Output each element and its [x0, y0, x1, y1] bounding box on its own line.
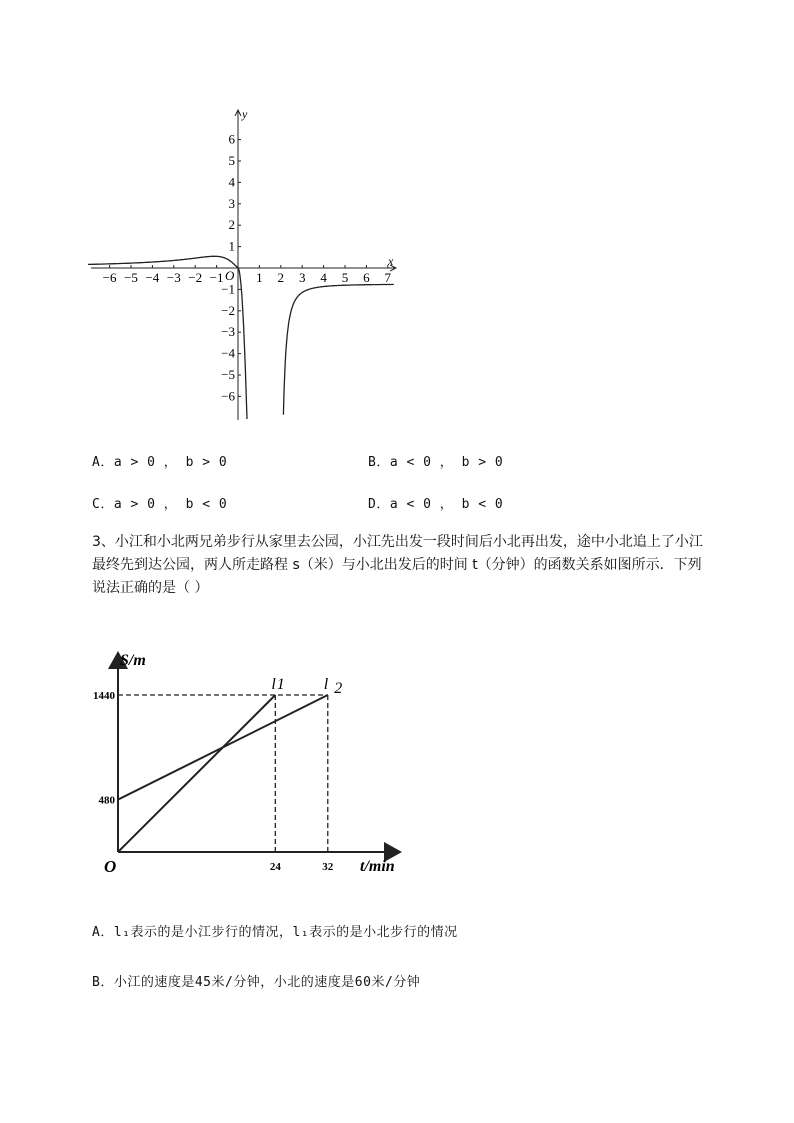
tick-labels: [93, 690, 334, 873]
q2-option-c[interactable]: [92, 493, 227, 512]
x-tick-label: −1: [209, 270, 224, 285]
option-text: 小江的速度是45米/分钟，小北的速度是60米/分钟: [113, 975, 421, 990]
series-line-l1: [118, 695, 275, 852]
option-text: l₁表示的是小江步行的情况，l₁表示的是小北步行的情况: [113, 925, 458, 940]
x-tick-label: 24: [269, 861, 281, 873]
y-tick-label: 5: [228, 153, 235, 168]
y-tick-label: 3: [228, 195, 235, 211]
option-text: a < 0 ， b < 0: [389, 497, 504, 512]
q2-option-a[interactable]: [92, 451, 227, 470]
q3-option-a[interactable]: [92, 921, 458, 940]
s-axis-label: S/m: [120, 652, 146, 669]
x-tick-label: 2: [277, 270, 285, 285]
x-tick-label: 7: [384, 270, 392, 285]
option-letter: B．: [92, 975, 114, 990]
series-label-l1: l1: [271, 676, 285, 693]
origin-label: O: [104, 857, 117, 876]
x-tick-label: 5: [341, 270, 349, 285]
option-letter: A．: [92, 455, 114, 470]
y-tick-label: −2: [221, 302, 235, 318]
series-label-l2: l 2: [323, 676, 343, 697]
q2-option-b[interactable]: [368, 451, 503, 470]
option-text: a > 0 ， b < 0: [113, 497, 228, 512]
series-line-l2: [118, 695, 328, 800]
y-tick-label: 4: [228, 174, 235, 190]
y-tick-label: 6: [228, 131, 235, 147]
distance-time-chart: [88, 645, 418, 885]
q3-option-b[interactable]: [92, 971, 420, 990]
origin-label: O: [225, 268, 235, 283]
x-axis-label: x: [388, 254, 394, 268]
t-axis-label: t/min: [360, 858, 395, 875]
option-text: a < 0 ， b > 0: [389, 455, 504, 470]
question-line: 说法正确的是（ ）: [92, 580, 209, 596]
option-text: a > 0 ， b > 0: [113, 455, 228, 470]
guide-lines: [118, 695, 328, 852]
series-lines: [118, 676, 342, 852]
y-tick-label: 1: [228, 238, 235, 254]
curve-right-branch: [283, 284, 393, 414]
y-tick-label: −6: [221, 388, 235, 404]
option-letter: B．: [368, 455, 390, 470]
q2-option-d[interactable]: [368, 493, 503, 512]
x-tick-label: 6: [363, 270, 370, 285]
x-tick-label: 3: [298, 270, 306, 285]
x-tick-label: −2: [188, 270, 203, 285]
x-tick-label: 32: [322, 861, 334, 873]
option-letter: D．: [368, 497, 390, 512]
function-graph: [88, 105, 408, 425]
question-3-stem: [92, 531, 742, 600]
x-tick-label: 1: [256, 270, 263, 285]
question-line: 最终先到达公园，两人所走路程 s（米）与小北出发后的时间 t（分钟）的函数关系如图所示．下列: [92, 557, 702, 573]
y-tick-label: −1: [221, 281, 235, 297]
y-tick-label: 480: [98, 794, 115, 807]
y-tick-label: −3: [221, 324, 235, 340]
y-tick-label: 2: [228, 217, 235, 233]
x-tick-label: −3: [166, 270, 181, 285]
option-letter: C．: [92, 497, 114, 512]
option-letter: A．: [92, 925, 114, 940]
x-tick-label: 4: [320, 270, 327, 285]
y-axis-label: y: [242, 107, 248, 121]
x-tick-label: −5: [124, 270, 138, 285]
x-tick-label: −6: [102, 270, 117, 285]
y-tick-label: −4: [221, 345, 235, 361]
x-tick-label: −4: [145, 270, 160, 285]
y-tick-label: −5: [221, 367, 235, 382]
y-tick-label: 1440: [93, 690, 115, 702]
question-line: 3、小江和小北两兄弟步行从家里去公园，小江先出发一段时间后小北再出发，途中小北追上了小江: [92, 534, 703, 550]
